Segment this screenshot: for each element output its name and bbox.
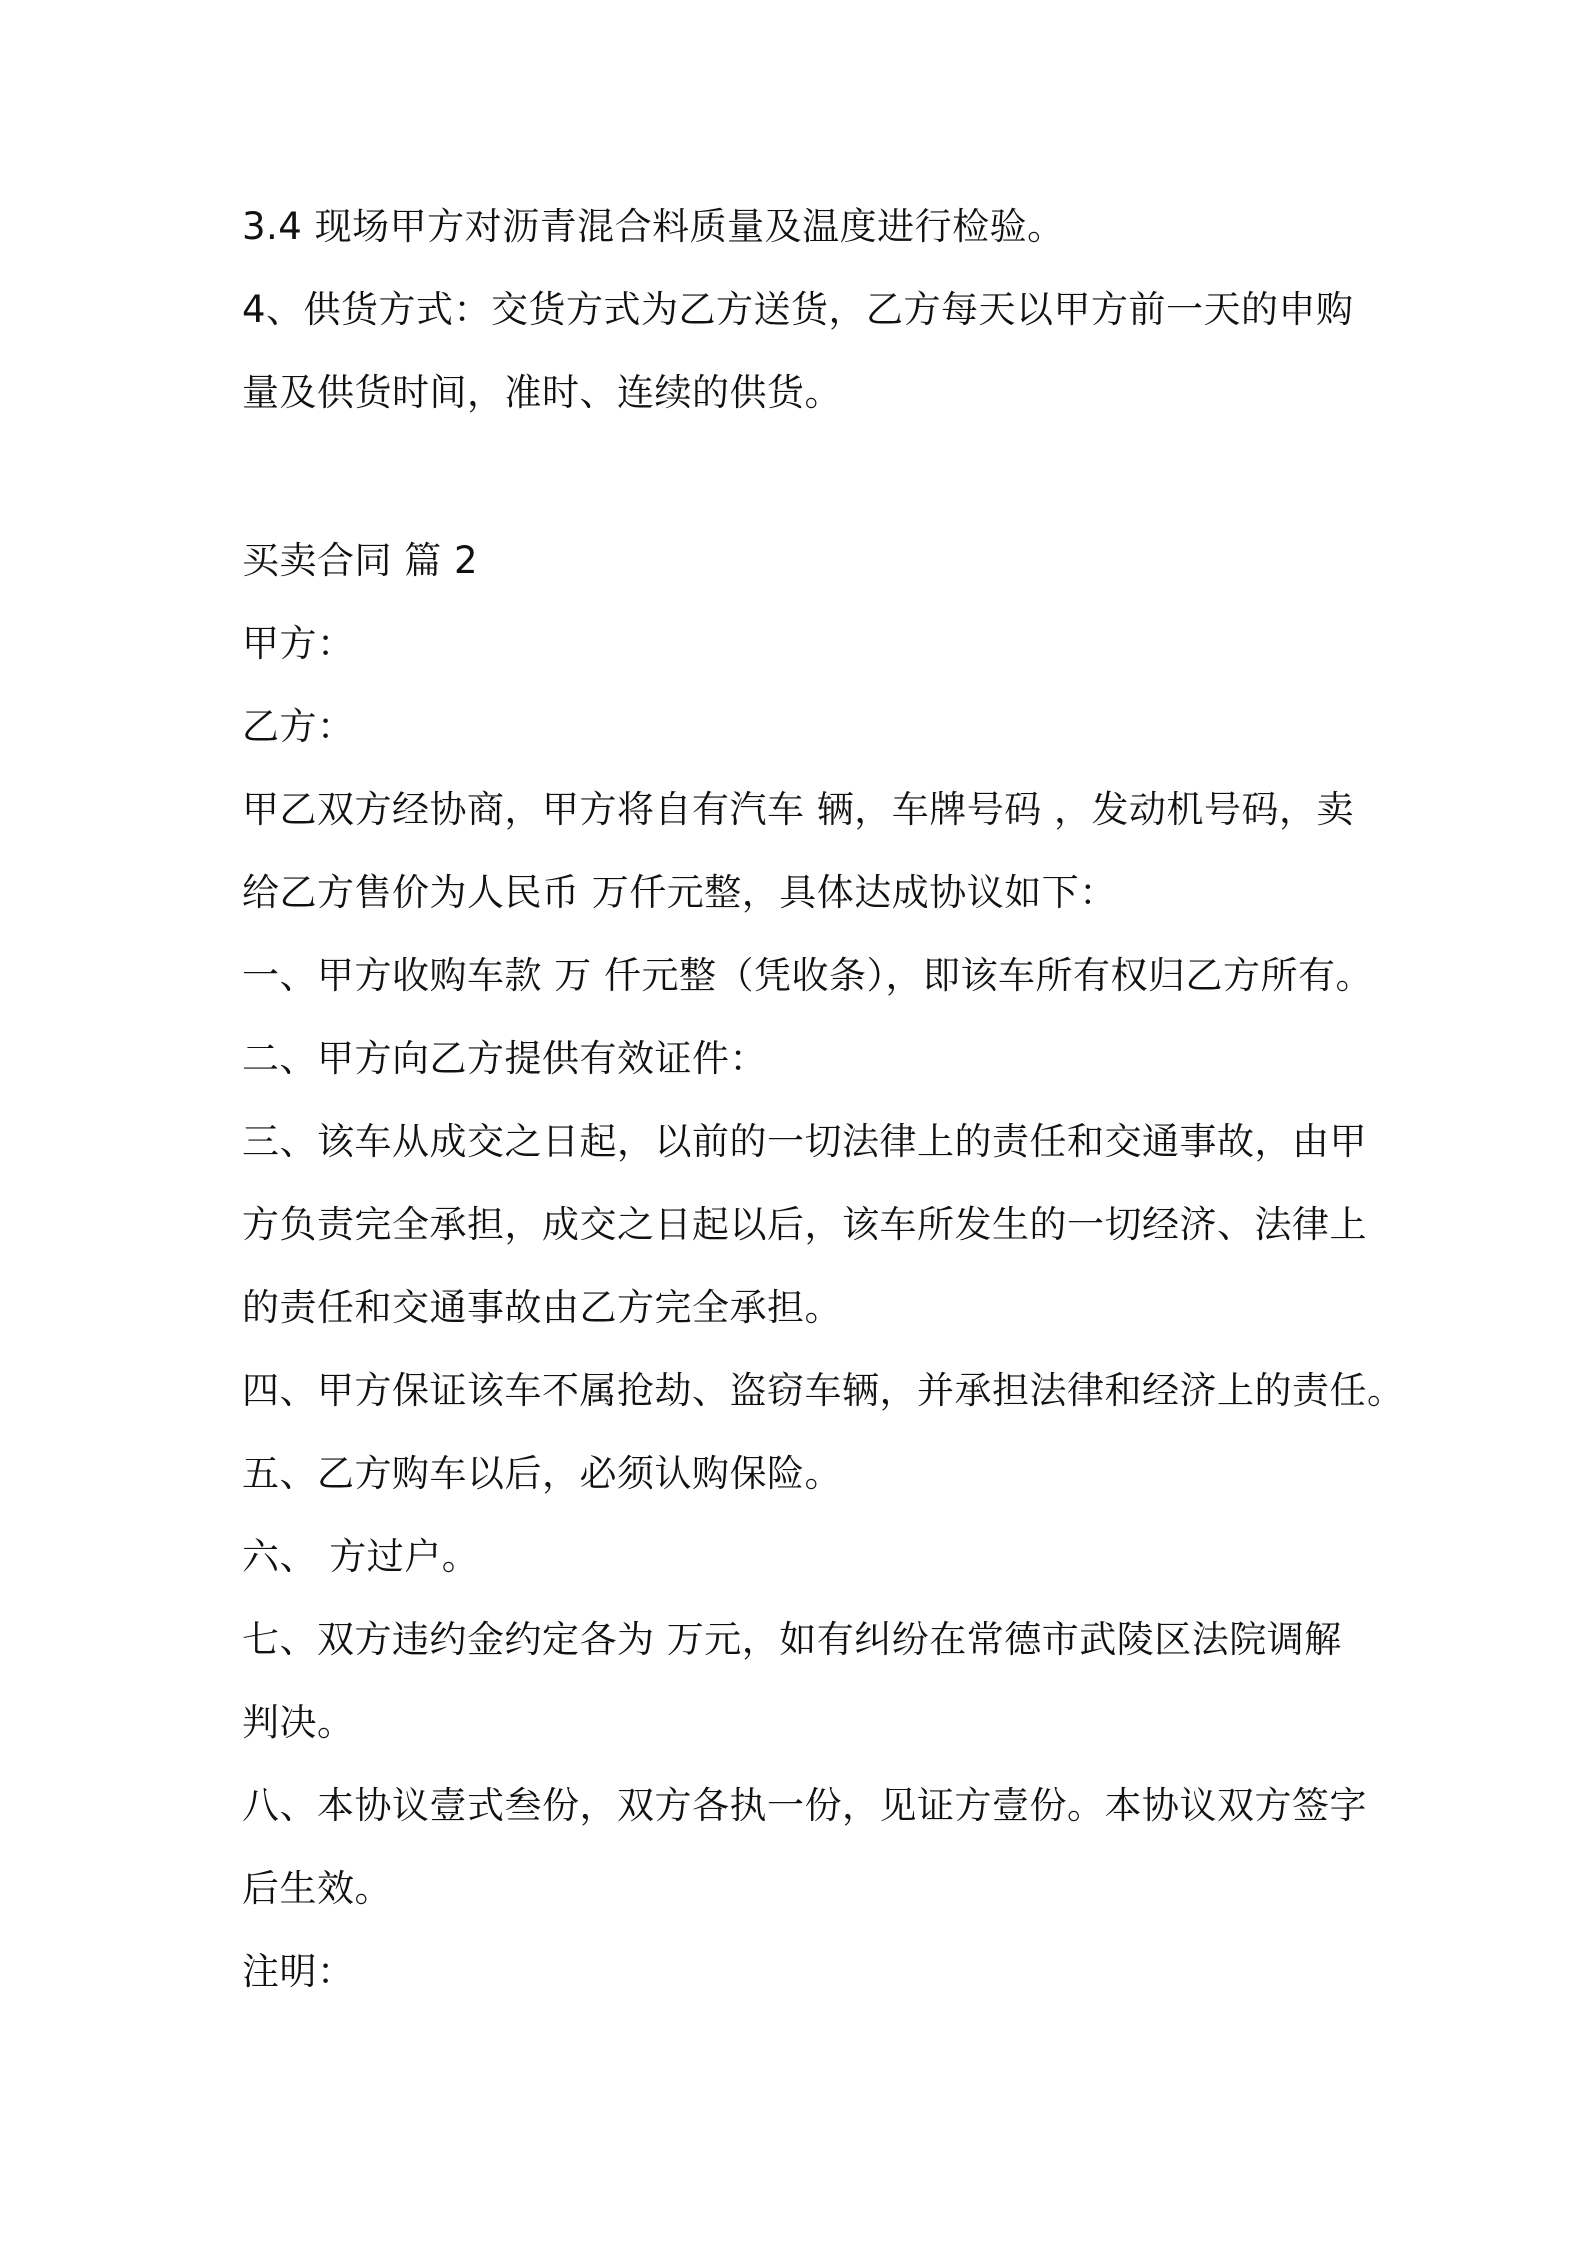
clause-8-line-1: 八、本协议壹式叁份，双方各执一份，见证方壹份。本协议双方签字	[242, 1784, 1367, 1827]
clause-2: 二、甲方向乙方提供有效证件：	[242, 1037, 767, 1080]
clause-8-line-2: 后生效。	[242, 1867, 392, 1910]
intro-line-2: 给乙方售价为人民币 万仟元整，具体达成协议如下：	[242, 871, 1117, 914]
item-4-line-1: 4、供货方式：交货方式为乙方送货，乙方每天以甲方前一天的申购	[242, 288, 1354, 331]
clause-4: 四、甲方保证该车不属抢劫、盗窃车辆，并承担法律和经济上的责任。	[242, 1369, 1405, 1412]
party-b-label: 乙方：	[242, 705, 355, 748]
clause-5: 五、乙方购车以后，必须认购保险。	[242, 1452, 842, 1495]
clause-3-line-2: 方负责完全承担，成交之日起以后，该车所发生的一切经济、法律上	[242, 1203, 1367, 1246]
item-3-4: 3.4 现场甲方对沥青混合料质量及温度进行检验。	[242, 205, 1065, 248]
clause-1: 一、甲方收购车款 万 仟元整（凭收条），即该车所有权归乙方所有。	[242, 954, 1374, 997]
section-title: 买卖合同 篇 2	[242, 539, 479, 582]
note-label: 注明：	[242, 1950, 355, 1993]
party-a-label: 甲方：	[242, 622, 355, 665]
clause-7-line-1: 七、双方违约金约定各为 万元，如有纠纷在常德市武陵区法院调解	[242, 1618, 1342, 1661]
clause-3-line-1: 三、该车从成交之日起，以前的一切法律上的责任和交通事故，由甲	[242, 1120, 1367, 1163]
intro-line-1: 甲乙双方经协商，甲方将自有汽车 辆，车牌号码 ，发动机号码，卖	[242, 788, 1355, 831]
clause-3-line-3: 的责任和交通事故由乙方完全承担。	[242, 1286, 842, 1329]
clause-7-line-2: 判决。	[242, 1701, 355, 1744]
clause-6: 六、 方过户。	[242, 1535, 480, 1578]
item-4-line-2: 量及供货时间，准时、连续的供货。	[242, 371, 842, 414]
